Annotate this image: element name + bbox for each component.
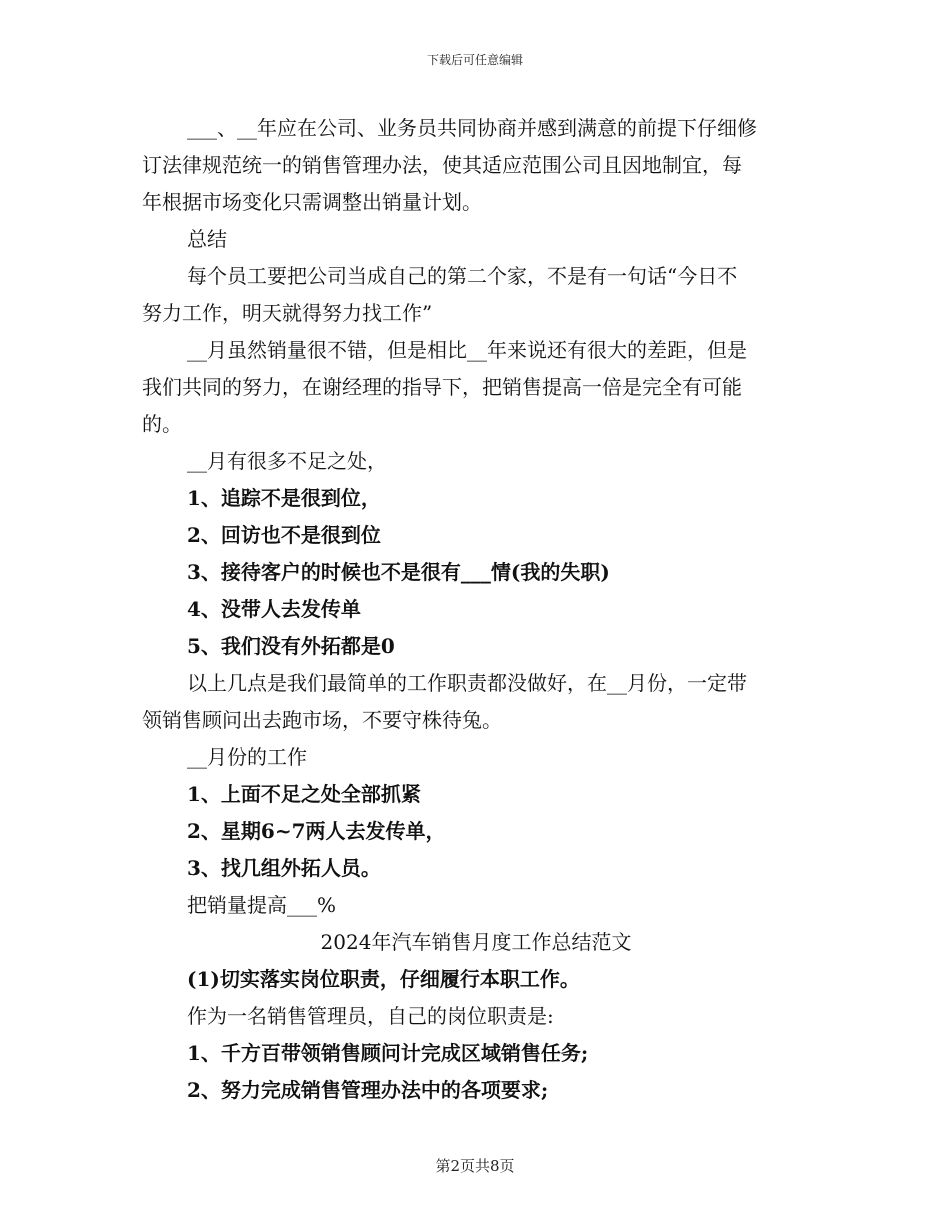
list-item: 3、接待客户的时候也不是很有___情(我的失职) [187,560,610,584]
paragraph-line: 领销售顾问出去跑市场，不要守株待兔。 [142,708,502,732]
paragraph-line: ___、__年应在公司、业务员共同协商并感到满意的前提下仔细修 [187,116,757,140]
list-item: 2、努力完成销售管理办法中的各项要求; [187,1078,549,1102]
page-number: 第2页共8页 [435,1157,515,1175]
list-item: 1、千方百带领销售顾问计完成区域销售任务; [187,1041,589,1065]
paragraph-line: 每个员工要把公司当成自己的第二个家，不是有一句话“今日不 [187,264,738,288]
paragraph-line: 我们共同的努力，在谢经理的指导下，把销售提高一倍是完全有可能 [142,375,742,399]
list-item: 4、没带人去发传单 [187,597,361,621]
list-item: 2、星期6~7两人去发传单， [187,819,446,843]
paragraph-line: 作为一名销售管理员，自己的岗位职责是: [187,1004,554,1028]
subsection-heading: (1)切实落实岗位职责，仔细履行本职工作。 [187,967,580,991]
paragraph-line: 以上几点是我们最简单的工作职责都没做好，在__月份，一定带 [187,671,747,695]
paragraph-line: 的。 [142,412,182,436]
list-item: 2、回访也不是很到位 [187,523,381,547]
page-header-note: 下载后可任意编辑 [426,53,523,67]
document-body [142,110,810,1109]
paragraph-line: 订法律规范统一的销售管理办法，使其适应范围公司且因地制宜，每 [142,153,742,177]
paragraph-line: 年根据市场变化只需调整出销量计划。 [142,190,482,214]
paragraph-line: __月有很多不足之处， [187,449,387,473]
section-heading-month-work: __月份的工作 [187,745,307,769]
list-item: 5、我们没有外拓都是0 [187,634,395,658]
list-item: 3、找几组外拓人员。 [187,856,381,880]
list-item: 1、上面不足之处全部抓紧 [187,782,421,806]
paragraph-line: 努力工作，明天就得努力找工作” [142,301,433,325]
list-item: 1、追踪不是很到位， [187,486,381,510]
document-title: 2024年汽车销售月度工作总结范文 [320,930,632,954]
paragraph-line: __月虽然销量很不错，但是相比__年来说还有很大的差距，但是 [187,338,747,362]
paragraph-line: 把销量提高___% [187,893,337,917]
section-heading-summary: 总结 [187,227,227,251]
